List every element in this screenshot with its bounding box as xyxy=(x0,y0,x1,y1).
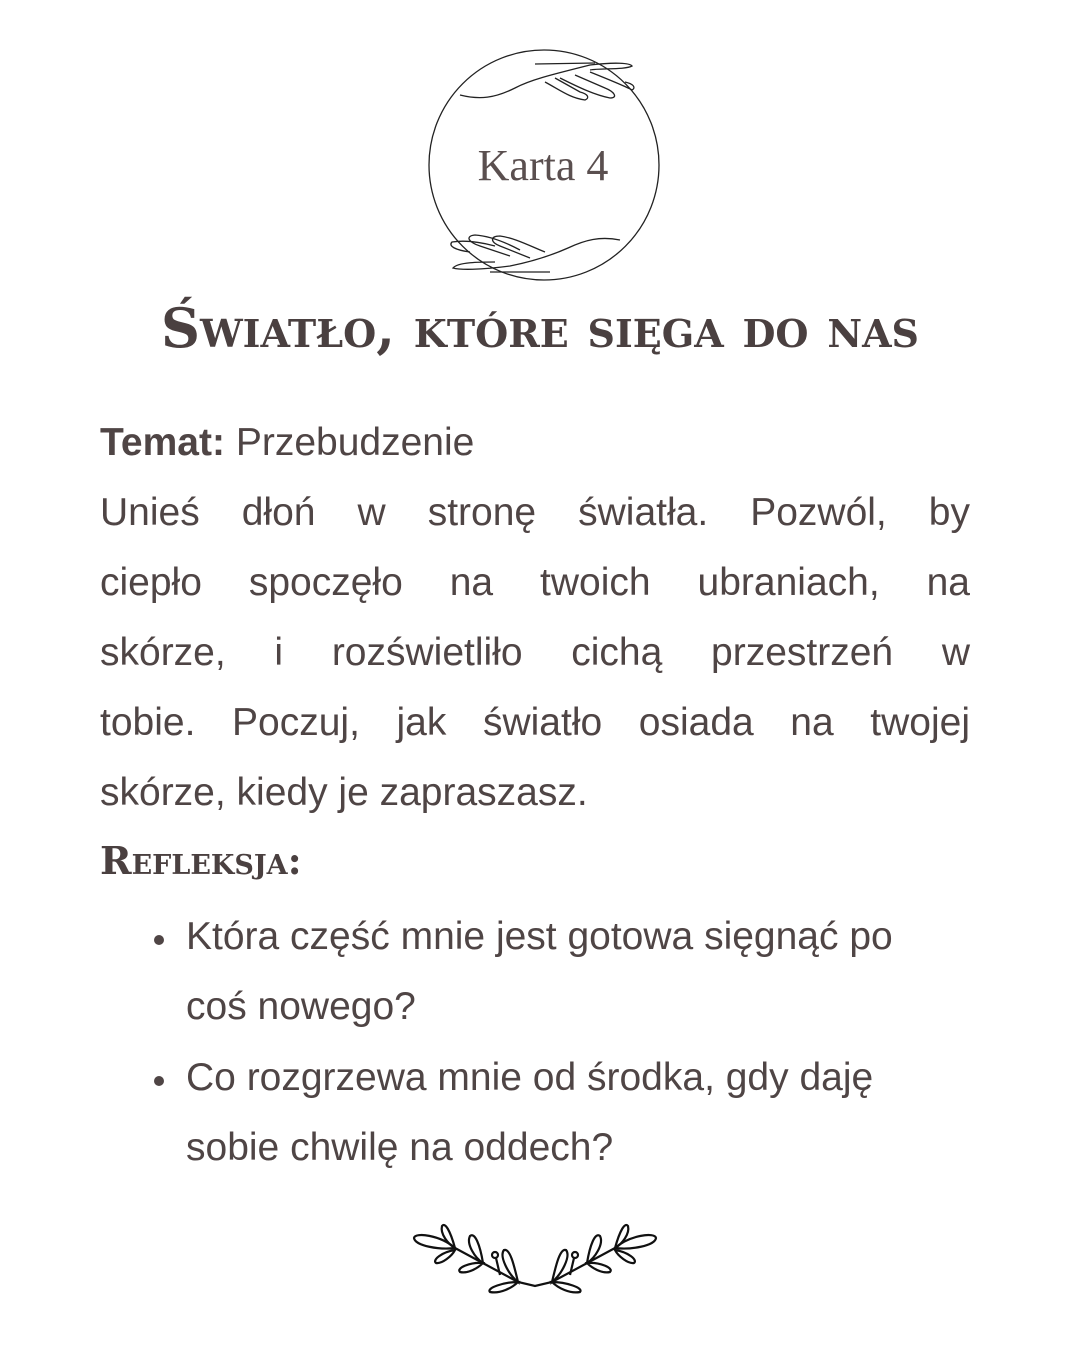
paragraph-line: tobie. Poczuj, jak światło osiada na twojej xyxy=(100,701,970,744)
list-item xyxy=(150,902,970,1042)
question-line: Która część mnie jest gotowa sięgnąć po xyxy=(186,915,893,958)
question-line: Co rozgrzewa mnie od środka, gdy daję xyxy=(186,1056,874,1099)
question-line: coś nowego? xyxy=(186,985,416,1028)
paragraph-line: Unieś dłoń w stronę światła. Pozwól, by xyxy=(100,491,970,534)
bullet-icon xyxy=(154,935,164,945)
topic-line xyxy=(100,408,970,478)
paragraph-line: ciepło spoczęło na twoich ubraniach, na xyxy=(100,561,970,604)
paragraph xyxy=(100,478,970,828)
card-body xyxy=(100,408,970,828)
topic-value: Przebudzenie xyxy=(235,421,475,464)
card-title: Światło, które sięga do nas xyxy=(161,296,919,360)
question-list xyxy=(150,902,970,1184)
laurel-branch-icon xyxy=(400,1210,670,1300)
card-label: Karta 4 xyxy=(477,141,609,190)
topic-label: Temat: xyxy=(100,421,225,464)
bullet-icon xyxy=(154,1076,164,1086)
question-line: sobie chwilę na oddech? xyxy=(186,1126,614,1169)
paragraph-line: skórze, i rozświetliło cichą przestrzeń w xyxy=(100,631,970,674)
list-item xyxy=(150,1043,970,1183)
paragraph-line: skórze, kiedy je zapraszasz. xyxy=(100,771,588,814)
reflection-heading: Refleksja: xyxy=(100,838,302,883)
